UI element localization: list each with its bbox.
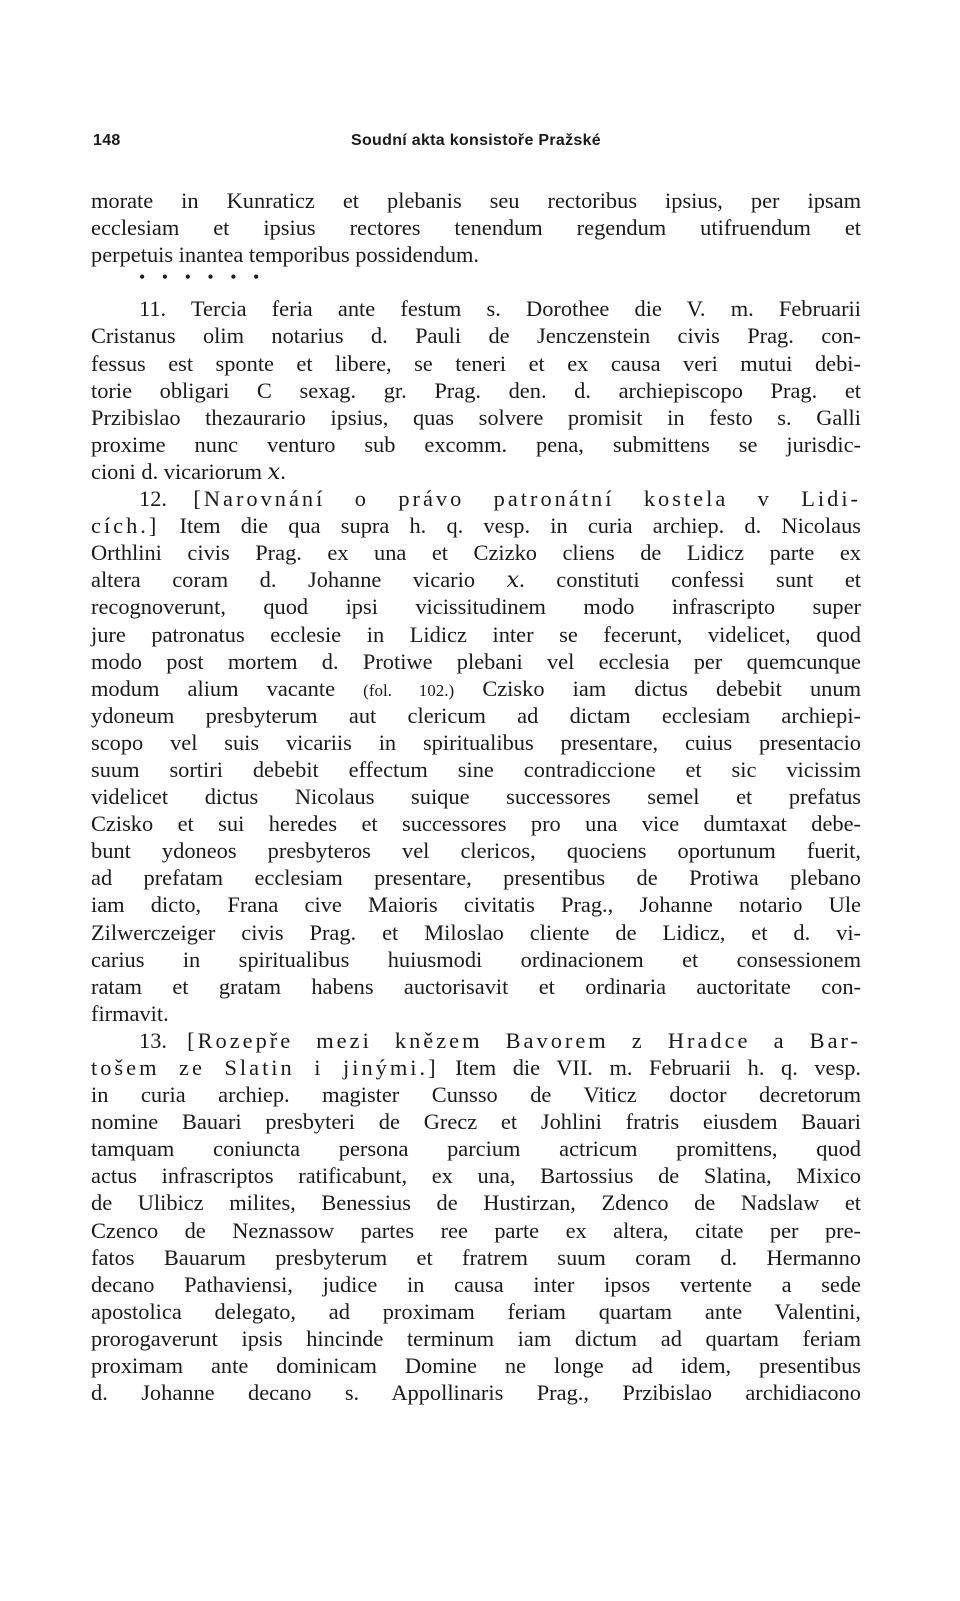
page-number: 148 (93, 132, 121, 149)
entry-number: 13. (139, 1027, 167, 1053)
text-line: ratam et gratam habens auctorisavit et ordinaria auctoritate con- (91, 973, 861, 999)
text-line: recognoverunt, quod ipsi vicissitudinem modo infrascripto super (91, 594, 861, 620)
text-line: tamquam coniuncta persona parcium actricum promittens, quod (91, 1136, 861, 1162)
text-line: videlicet dictus Nicolaus suique successores semel et prefatus (91, 784, 861, 810)
text-line: in curia archiep. magister Cunsso de Viticz doctor decretorum (91, 1082, 861, 1108)
entry-heading: cích.] (91, 513, 160, 539)
text-line: altera coram d. Johanne vicario 𝑥. constituti confessi sunt et (91, 567, 861, 593)
text-span: Czisko iam dictus debebit unum (482, 675, 861, 701)
entry-heading: [Narovnání o právo patronátní kostela v Lidi- (193, 486, 861, 512)
text-line: ecclesiam et ipsius rectores tenendum regendum utifruendum et (91, 215, 861, 241)
running-header (91, 132, 861, 156)
entry-number: 12. (139, 486, 167, 512)
text-line: Cristanus olim notarius d. Pauli de Jenczenstein civis Prag. con- (91, 323, 861, 349)
text-line: nomine Bauari presbyteri de Grecz et Johlini fratris eiusdem Bauari (91, 1109, 861, 1135)
text-line (91, 1054, 861, 1081)
text-line: Czisko et sui heredes et successores pro una vice dumtaxat debe- (91, 811, 861, 837)
text-line: cioni d. vicariorum 𝑥. (91, 458, 286, 484)
text-line (91, 512, 861, 539)
text-line (91, 675, 861, 702)
text-line: bunt ydoneos presbyteros vel clericos, quociens oportunum fuerit, (91, 838, 861, 864)
text-line: apostolica delegato, ad proximam feriam quartam ante Valentini, (91, 1298, 861, 1324)
text-line: proximam ante dominicam Domine ne longe ad idem, presentibus (91, 1353, 861, 1379)
entry-heading: tošem ze Slatin i jinými.] (91, 1055, 439, 1080)
text-line: Przibislao thezaurario ipsius, quas solvere promisit in festo s. Galli (91, 404, 861, 430)
entry-12-heading-line (91, 485, 861, 512)
text-line: firmavit. (91, 1000, 169, 1026)
text-line: carius in spiritualibus huiusmodi ordinacionem et consessionem (91, 946, 861, 972)
text-line: morate in Kunraticz et plebanis seu rectoribus ipsius, per ipsam (91, 188, 861, 213)
body-text (91, 187, 861, 1406)
text-line: prorogaverunt ipsis hincinde terminum iam dictum ad quartam feriam (91, 1325, 861, 1351)
text-line: fessus est sponte et libere, se teneri et ex causa veri mutui debi- (91, 350, 861, 376)
folio-reference: (fol. 102.) (363, 680, 455, 700)
text-line: Czenco de Neznassow partes ree parte ex altera, citate per pre- (91, 1217, 861, 1243)
running-title: Soudní akta konsistoře Pražské (351, 132, 601, 149)
text-line: jure patronatus ecclesie in Lidicz inter se fecerunt, videlicet, quod (91, 621, 861, 647)
text-line: actus infrascriptos ratificabunt, ex una, Bartossius de Slatina, Mixico (91, 1163, 861, 1189)
text-line: Zilwerczeiger civis Prag. et Miloslao cliente de Lidicz, et d. vi- (91, 919, 861, 945)
text-line: de Ulibicz milites, Benessius de Hustirzan, Zdenco de Nadslaw et (91, 1190, 861, 1216)
ellipsis-separator: • • • • • • (139, 267, 266, 288)
text-line: proxime nunc venturo sub excomm. pena, submittens se jurisdic- (91, 431, 861, 457)
text-span: Item die VII. m. Februarii h. q. vesp. (455, 1055, 861, 1080)
text-line: perpetuis inantea temporibus possidendum. (91, 242, 480, 268)
text-span: modum alium vacante (91, 675, 336, 701)
entry-11-line: 11. Tercia feria ante festum s. Dorothee die V. m. Februarii (139, 296, 861, 322)
text-span: Item die qua supra h. q. vesp. in curia archiep. d. Nicolaus (179, 513, 861, 539)
entry-heading: [Rozepře mezi knězem Bavorem z Hradce a Bar- (187, 1027, 861, 1053)
entry-13-heading-line (91, 1027, 861, 1054)
text-line: ad prefatam ecclesiam presentare, presentibus de Protiwa plebano (91, 865, 861, 891)
text-line: Orthlini civis Prag. ex una et Czizko cliens de Lidicz parte ex (91, 540, 861, 566)
text-line: fatos Bauarum presbyterum et fratrem suum coram d. Hermanno (91, 1244, 861, 1270)
text-line: ydoneum presbyterum aut clericum ad dictam ecclesiam archiepi- (91, 702, 861, 728)
text-line: d. Johanne decano s. Appollinaris Prag., Przibislao archidiacono (91, 1380, 861, 1406)
text-line: torie obligari C sexag. gr. Prag. den. d. archiepiscopo Prag. et (91, 377, 861, 403)
text-line: modo post mortem d. Protiwe plebani vel ecclesia per quemcunque (91, 648, 861, 674)
text-line: decano Pathaviensi, judice in causa inter ipsos vertente a sede (91, 1271, 861, 1297)
text-line: scopo vel suis vicariis in spiritualibus presentare, cuius presentacio (91, 729, 861, 755)
text-line: suum sortiri debebit effectum sine contradiccione et sic vicissim (91, 756, 861, 782)
text-line: iam dicto, Frana cive Maioris civitatis Prag., Johanne notario Ule (91, 892, 861, 918)
